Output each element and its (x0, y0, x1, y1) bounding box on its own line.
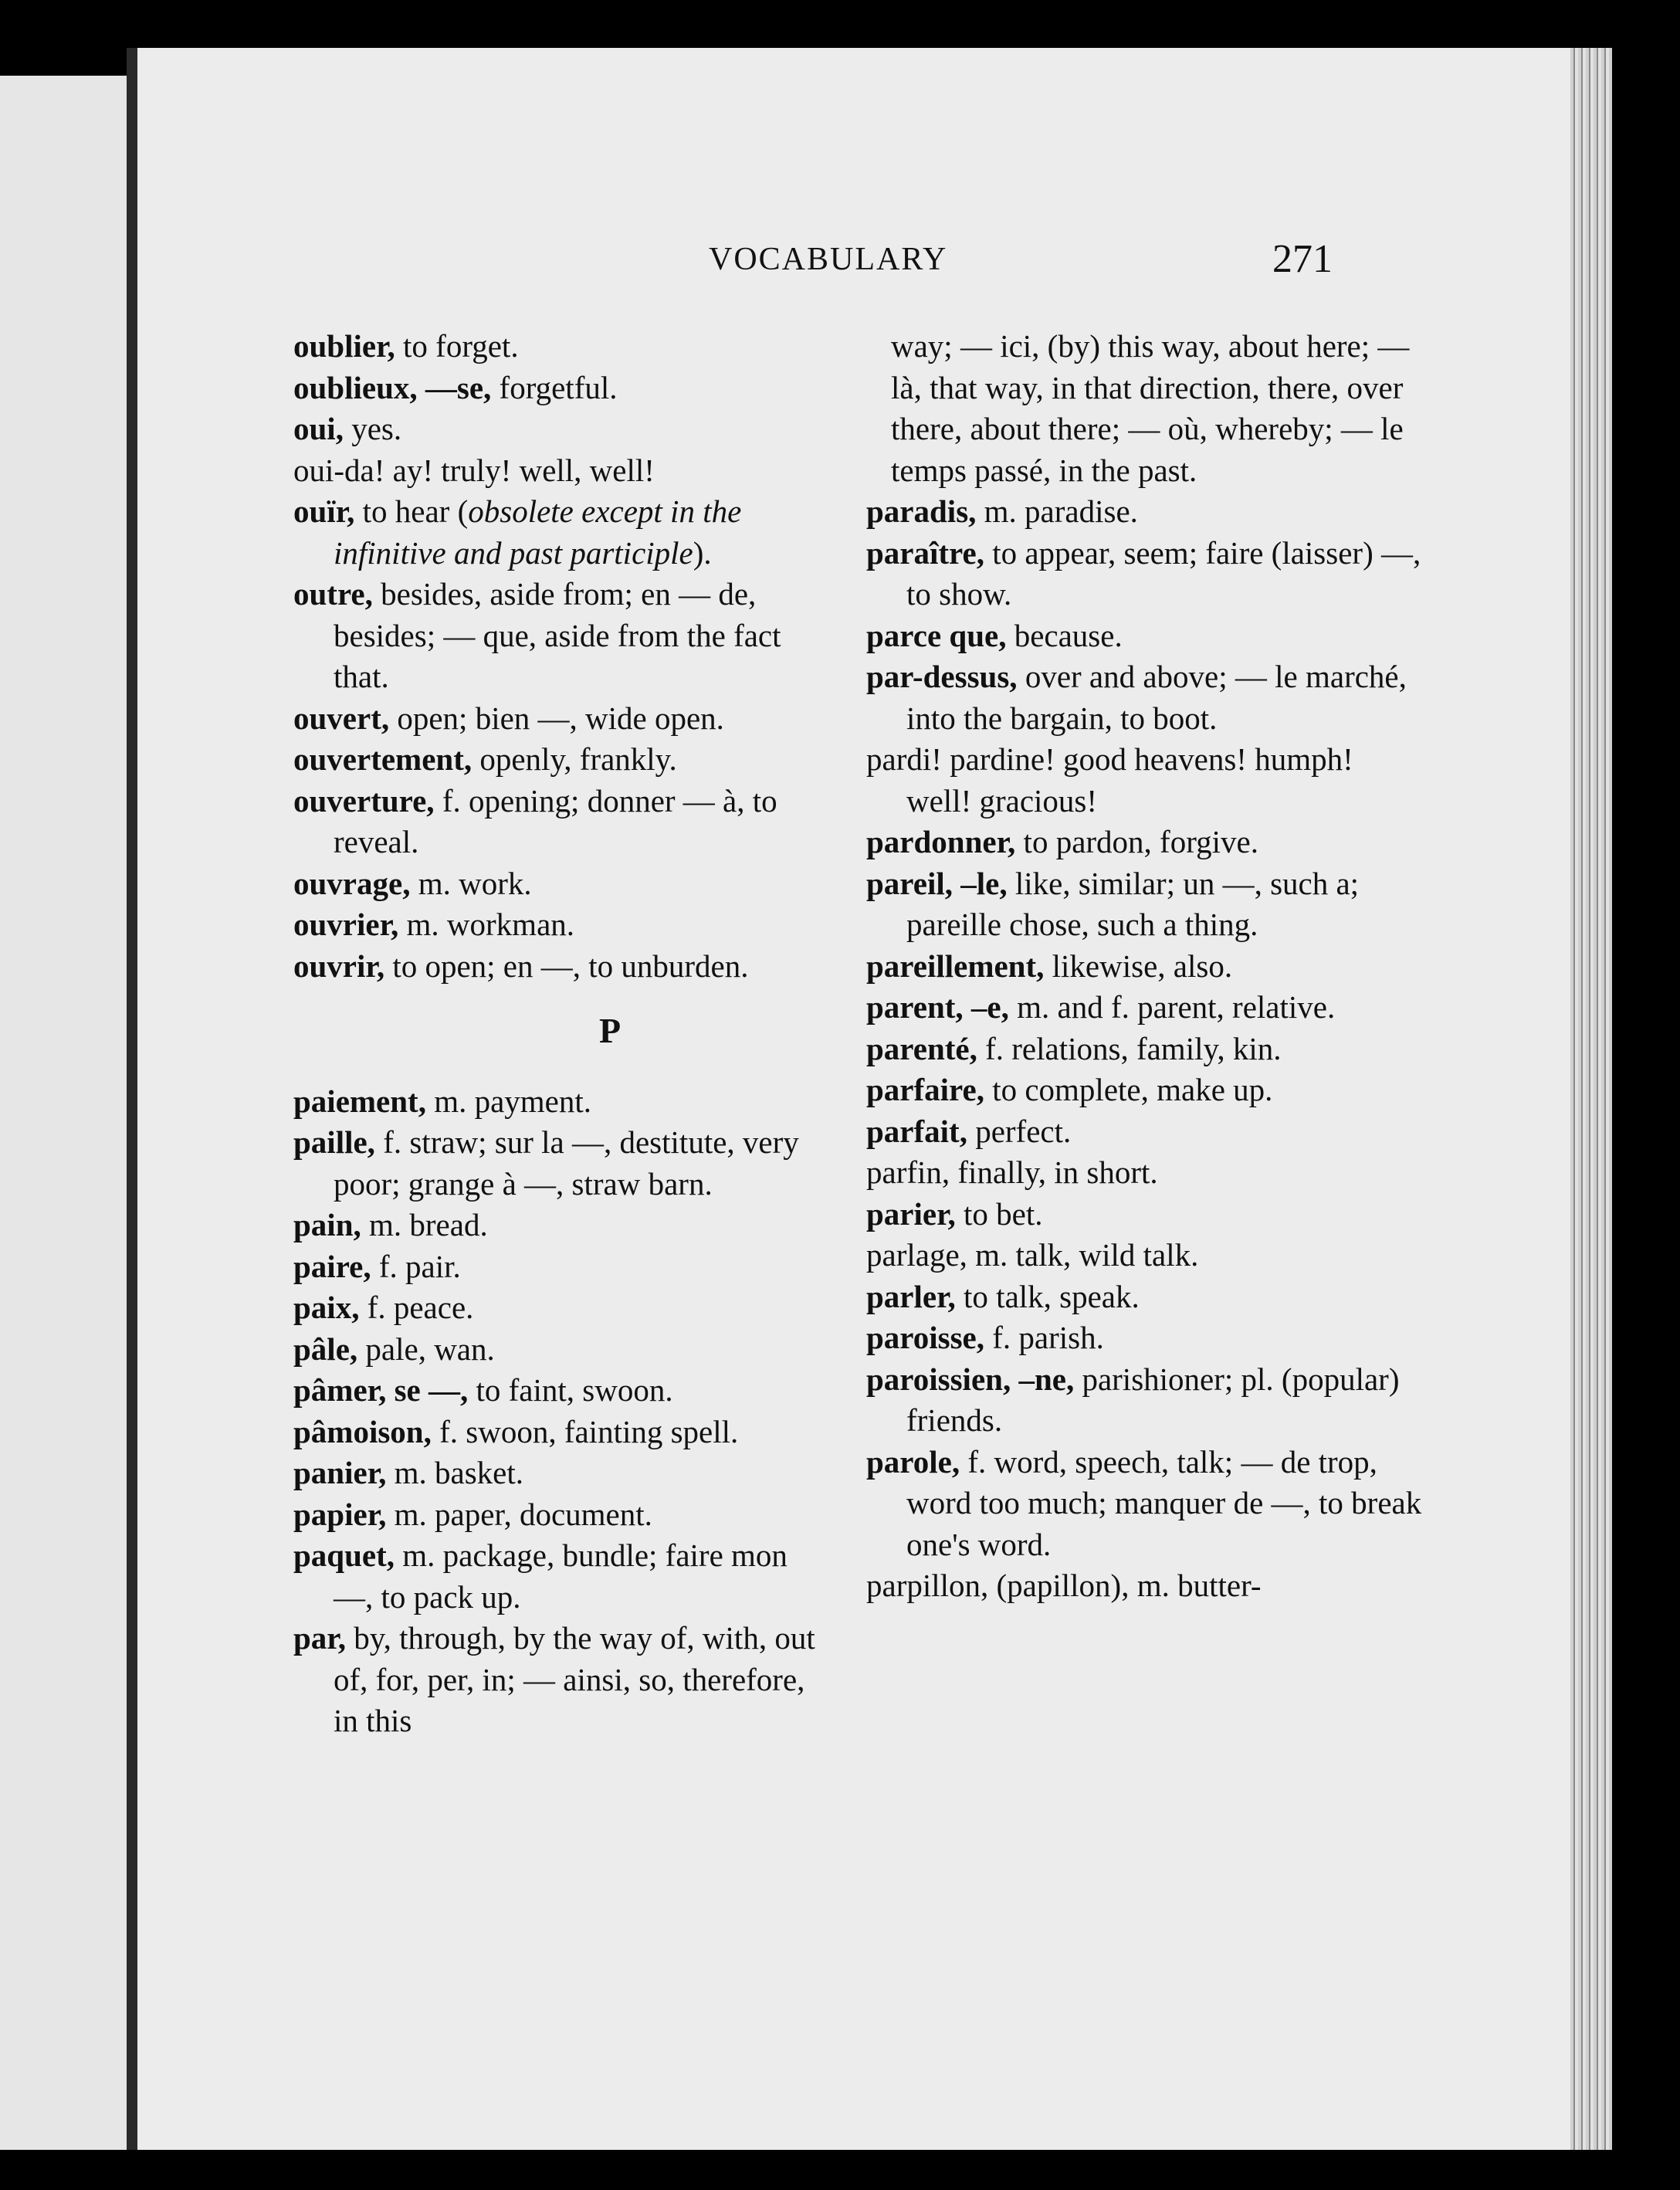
headword: paroissien, –ne, (866, 1361, 1075, 1397)
headword: parfait, (866, 1113, 967, 1149)
definition: f. peace. (359, 1290, 474, 1325)
headword: pâmer, se —, (293, 1372, 469, 1408)
left-column (293, 326, 834, 1742)
headword: ouvrir, (293, 948, 385, 984)
headword: ouvrier, (293, 907, 399, 942)
entry-continuation: way; — ici, (by) this way, about here; — là, that way, in that direction, there, over there, about there; — où, whereby; — le temps passé, in the past. (891, 328, 1410, 488)
dictionary-entry (866, 1111, 1422, 1153)
headword: parler, (866, 1278, 956, 1314)
headword: parce que, (866, 617, 1007, 653)
headword: ouverture, (293, 782, 435, 819)
dictionary-entry (866, 1029, 1422, 1070)
definition: m. work. (410, 865, 532, 901)
headword: ouïr, (293, 493, 355, 529)
headword: pareil, –le, (866, 865, 1008, 901)
definition: parlage, m. talk, wild talk. (866, 1237, 1199, 1273)
definition-tail: ). (693, 534, 712, 571)
definition: m. bread. (361, 1207, 488, 1242)
definition: f. swoon, fainting spell. (431, 1413, 739, 1449)
dictionary-entry (293, 1246, 834, 1288)
dictionary-entry (866, 1276, 1422, 1318)
definition: because. (1006, 617, 1123, 653)
definition: f. parish. (984, 1320, 1104, 1355)
dictionary-entry (866, 739, 1422, 822)
definition: m. paradise. (976, 493, 1138, 529)
headword: pareillement, (866, 948, 1045, 984)
definition: m. basket. (386, 1455, 524, 1490)
headword: paradis, (866, 493, 977, 529)
dictionary-entry (293, 1412, 834, 1453)
definition: open; bien —, wide open. (389, 700, 724, 736)
dictionary-entry (293, 368, 834, 409)
dictionary-entry (293, 1287, 834, 1329)
page-number: 271 (1272, 237, 1333, 281)
entry-list-o (293, 326, 834, 987)
dictionary-entry (866, 491, 1422, 533)
dictionary-entry (293, 1453, 834, 1494)
definition: parpillon, (papillon), m. butter- (866, 1568, 1262, 1603)
definition: forgetful. (491, 369, 618, 405)
page-header (137, 237, 1612, 287)
dictionary-entry (293, 739, 834, 781)
headword: pâmoison, (293, 1413, 432, 1449)
dictionary-entry (293, 863, 834, 905)
headword: oublieux, —se, (293, 369, 492, 405)
definition: f. word, speech, talk; — de trop, word too much; manquer de —, to break one's word. (906, 1443, 1422, 1562)
definition: perfect. (967, 1113, 1072, 1149)
dictionary-entry (866, 987, 1422, 1029)
definition: pardi! pardine! good heavens! humph! well! gracious! (866, 741, 1353, 819)
section-letter: P (598, 1011, 622, 1050)
headword: parfaire, (866, 1072, 984, 1107)
running-head: VOCABULARY (709, 242, 948, 277)
definition: over and above; — le marché, into the bargain, to boot. (906, 659, 1407, 736)
headword: papier, (293, 1496, 387, 1532)
headword: parent, –e, (866, 989, 1009, 1025)
dictionary-entry (293, 409, 834, 450)
headword: pâle, (293, 1331, 358, 1367)
definition: yes. (343, 411, 402, 446)
headword: par-dessus, (866, 659, 1018, 694)
usage-note: obsolete except in the infinitive and past participle (334, 493, 742, 571)
dictionary-entry (293, 1329, 834, 1371)
dictionary-entry (293, 698, 834, 740)
entry-list-p (293, 1081, 834, 1742)
dictionary-entry (866, 1359, 1422, 1442)
definition: f. pair. (371, 1248, 461, 1284)
dictionary-entry (293, 1081, 834, 1123)
page-stack-edge (1570, 48, 1612, 2150)
dictionary-entry (866, 1317, 1422, 1359)
headword: panier, (293, 1455, 387, 1490)
dictionary-entry (293, 1535, 834, 1618)
dictionary-entry (866, 1235, 1422, 1276)
definition: likewise, also. (1044, 948, 1233, 984)
definition: to open; en —, to unburden. (384, 948, 749, 984)
headword: paire, (293, 1248, 371, 1284)
headword: oui, (293, 411, 344, 446)
headword: pardonner, (866, 824, 1016, 859)
definition: to talk, speak. (955, 1278, 1140, 1314)
dictionary-entry (866, 863, 1422, 946)
definition: f. opening; donner — à, to reveal. (334, 782, 777, 859)
definition: to forget. (395, 328, 519, 364)
dictionary-entry (293, 1618, 834, 1742)
definition: to faint, swoon. (468, 1372, 673, 1408)
dictionary-entry (866, 1070, 1422, 1111)
right-column (866, 326, 1422, 1607)
definition: m. paper, document. (386, 1496, 652, 1532)
definition: like, similar; un —, such a; pareille chose, such a thing. (906, 865, 1360, 942)
headword: ouvertement, (293, 741, 472, 777)
definition: openly, frankly. (472, 741, 677, 777)
definition: m. payment. (425, 1083, 592, 1119)
dictionary-entry (293, 946, 834, 988)
dictionary-entry (293, 1494, 834, 1536)
definition: parishioner; pl. (popular) friends. (906, 1361, 1400, 1438)
headword: paraître, (866, 534, 984, 571)
dictionary-entry (293, 1370, 834, 1412)
definition: f. straw; sur la —, destitute, very poor; grange à —, straw barn. (334, 1124, 799, 1202)
headword: parier, (866, 1195, 956, 1232)
definition: to bet. (955, 1195, 1043, 1232)
definition: oui-da! ay! truly! well, well! (293, 452, 655, 488)
definition: parfin, finally, in short. (866, 1154, 1158, 1190)
definition: to pardon, forgive. (1015, 824, 1258, 859)
facing-page-edge (0, 76, 147, 2150)
headword: ouvrage, (293, 865, 411, 901)
dictionary-entry (293, 450, 834, 492)
dictionary-entry (293, 574, 834, 698)
definition: m. and f. parent, relative. (1008, 989, 1336, 1025)
headword: paix, (293, 1290, 360, 1325)
dictionary-entry (293, 1205, 834, 1246)
entry-list-right (866, 491, 1422, 1607)
headword: parole, (866, 1443, 960, 1480)
dictionary-entry (293, 491, 834, 574)
dictionary-entry (866, 1565, 1422, 1607)
headword: outre, (293, 576, 373, 612)
book-page (127, 48, 1612, 2150)
headword: paquet, (293, 1537, 395, 1573)
headword: pain, (293, 1207, 361, 1242)
headword: paroisse, (866, 1320, 985, 1355)
headword: paille, (293, 1124, 375, 1160)
definition: pale, wan. (357, 1331, 495, 1367)
dictionary-entry (293, 781, 834, 863)
definition: to appear, seem; faire (laisser) —, to show. (906, 534, 1421, 612)
headword: oublier, (293, 328, 395, 364)
headword: paiement, (293, 1083, 426, 1119)
dictionary-entry (866, 1442, 1422, 1566)
definition: m. workman. (398, 907, 575, 942)
definition: by, through, by the way of, with, out of, for, per, in; — ainsi, so, therefore, in this (334, 1620, 815, 1738)
dictionary-entry (293, 1122, 834, 1205)
dictionary-entry (866, 1152, 1422, 1194)
dictionary-entry (866, 533, 1422, 615)
dictionary-entry (866, 1194, 1422, 1236)
definition: m. package, bundle; faire mon —, to pack up. (334, 1537, 788, 1615)
headword: ouvert, (293, 700, 390, 736)
dictionary-entry (866, 615, 1422, 657)
definition: to complete, make up. (984, 1072, 1273, 1107)
headword: parenté, (866, 1030, 977, 1066)
headword: par, (293, 1620, 346, 1656)
definition: to hear ( (354, 493, 469, 529)
dictionary-entry (866, 822, 1422, 863)
definition: besides, aside from; en — de, besides; — que, aside from the fact that. (334, 576, 781, 694)
dictionary-entry (293, 326, 834, 368)
dictionary-entry (866, 946, 1422, 988)
dictionary-entry (293, 904, 834, 946)
definition: f. relations, family, kin. (977, 1030, 1282, 1066)
dictionary-entry (866, 656, 1422, 739)
